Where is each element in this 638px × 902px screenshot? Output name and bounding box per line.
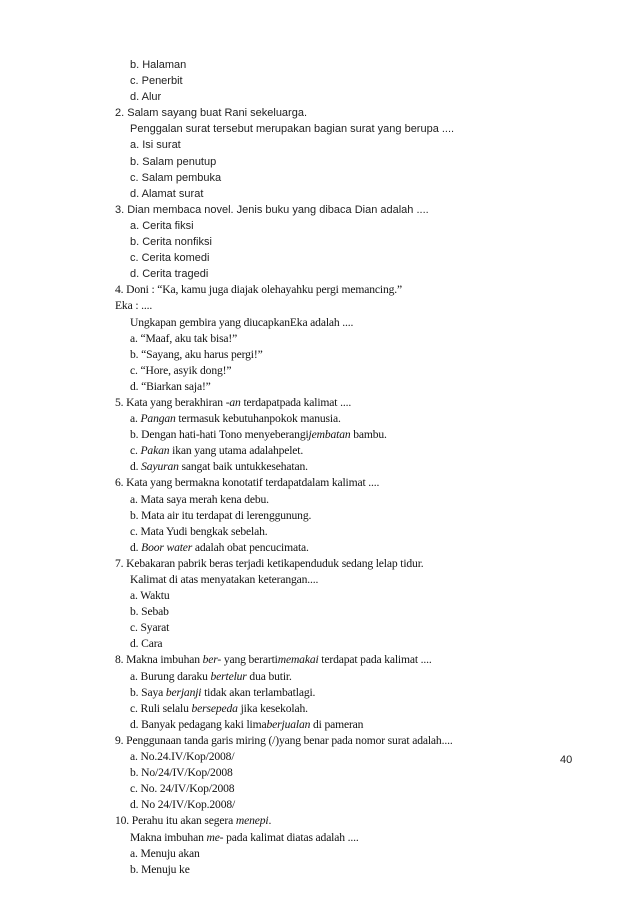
text-run: Penggalan surat tersebut merupakan bagian surat yang berupa ....: [130, 123, 455, 136]
text-run: b. “Sayang, aku harus pergi!”: [130, 347, 263, 361]
text-run: d. Banyak pedagang kaki lima: [130, 717, 267, 731]
text-run: a.: [130, 412, 141, 426]
text-run: b. Dengan hati-hati Tono menyeberangi: [130, 428, 309, 442]
text-line: [115, 427, 585, 443]
text-line: [115, 250, 585, 266]
text-run: 2. Salam sayang buat Rani sekeluarga.: [115, 107, 308, 120]
italic-text: bertelur: [210, 669, 247, 683]
text-line: [115, 813, 585, 829]
italic-text: Pangan: [140, 412, 176, 426]
page-number: 40: [560, 754, 573, 766]
text-line: [115, 749, 585, 765]
text-run: b. Saya: [130, 685, 166, 699]
text-run: b. Sebab: [130, 605, 169, 619]
text-run: a. Menuju akan: [130, 846, 200, 860]
text-line: [115, 298, 585, 314]
text-run: jika kesekolah.: [237, 701, 308, 715]
text-line: [115, 170, 585, 186]
text-line: [115, 846, 585, 862]
text-line: [115, 137, 585, 153]
text-run: 4. Doni : “Ka, kamu juga diajak olehayahku pergi memancing.”: [115, 283, 402, 297]
text-line: [115, 588, 585, 604]
text-run: dua butir.: [246, 669, 292, 683]
text-run: b. Cerita nonfiksi: [130, 236, 212, 249]
text-run: d. Alamat surat: [130, 187, 204, 200]
italic-text: Sayuran: [141, 460, 179, 474]
text-run: 5. Kata yang berakhiran: [115, 395, 226, 409]
text-run: termasuk kebutuhanpokok manusia.: [175, 412, 341, 426]
text-run: b. Salam penutup: [130, 155, 217, 168]
text-line: [115, 186, 585, 202]
text-run: Eka : ....: [115, 299, 153, 313]
text-run: terdapatpada kalimat ....: [240, 395, 352, 409]
text-line: [115, 669, 585, 685]
text-line: [115, 781, 585, 797]
text-line: [115, 105, 585, 121]
text-line: [115, 331, 585, 347]
text-line: [115, 540, 585, 556]
text-run: Ungkapan gembira yang diucapkanEka adalah ....: [130, 315, 354, 329]
text-run: 9. Penggunaan tanda garis miring (/)yang benar pada nomor surat adalah....: [115, 733, 453, 747]
text-line: [115, 830, 585, 846]
text-run: c. Syarat: [130, 621, 170, 635]
text-run: b. Halaman: [130, 59, 187, 71]
text-run: b. No/24/IV/Kop/2008: [130, 766, 233, 780]
text-run: a. Isi surat: [130, 139, 181, 152]
text-run: a. No.24.IV/Kop/2008/: [130, 750, 235, 764]
text-run: di pameran: [310, 717, 364, 731]
text-line: [115, 363, 585, 379]
text-run: 3. Dian membaca novel. Jenis buku yang dibaca Dian adalah ....: [115, 203, 429, 216]
text-run: d.: [130, 460, 142, 474]
text-line: [115, 862, 585, 878]
text-line: [115, 620, 585, 636]
text-run: Makna imbuhan: [130, 830, 207, 844]
text-line: [115, 797, 585, 813]
italic-text: Pakan: [140, 444, 170, 458]
text-run: a. Cerita fiksi: [130, 219, 194, 232]
text-line: [115, 508, 585, 524]
text-line: [115, 765, 585, 781]
text-run: Kalimat di atas menyatakan keterangan....: [130, 573, 319, 586]
text-run: c.: [130, 444, 141, 458]
text-run: 6. Kata yang bermakna konotatif terdapatdalam kalimat ....: [115, 476, 380, 490]
text-line: [115, 154, 585, 170]
text-run: adalah obat pencucimata.: [192, 540, 309, 554]
text-run: b. Mata air itu terdapat di lerenggunung.: [130, 508, 312, 522]
text-line: [115, 266, 585, 282]
text-run: c. “Hore, asyik dong!”: [130, 363, 232, 377]
text-line: [115, 395, 585, 411]
text-line: [115, 685, 585, 701]
text-run: ikan yang utama adalahpelet.: [169, 444, 304, 458]
text-run: a. “Maaf, aku tak bisa!”: [130, 331, 238, 345]
text-run: a. Waktu: [130, 589, 170, 603]
text-line: [115, 121, 585, 137]
text-run: c. Penerbit: [130, 75, 183, 88]
text-line: [115, 443, 585, 459]
text-line: [115, 379, 585, 395]
italic-text: ber-: [202, 653, 222, 667]
text-run: c. Mata Yudi bengkak sebelah.: [130, 524, 268, 538]
text-line: [115, 717, 585, 733]
text-run: tidak akan terlambatlagi.: [201, 685, 316, 699]
text-run: d. No 24/IV/Kop.2008/: [130, 798, 236, 812]
text-line: [115, 701, 585, 717]
text-run: bambu.: [350, 428, 387, 442]
text-run: b. Menuju ke: [130, 862, 190, 876]
text-line: [115, 524, 585, 540]
italic-text: -an: [225, 395, 241, 409]
text-run: sangat baik untukkesehatan.: [178, 460, 308, 474]
text-run: d. Cerita tragedi: [130, 268, 209, 281]
text-line: [115, 347, 585, 363]
text-line: [115, 57, 585, 73]
text-run: d. Alur: [130, 91, 162, 104]
text-line: [115, 202, 585, 218]
italic-text: berjanji: [165, 685, 202, 699]
text-line: [115, 475, 585, 491]
text-line: [115, 218, 585, 234]
text-run: 8. Makna imbuhan: [115, 653, 203, 667]
text-run: 10. Perahu itu akan segera: [115, 814, 236, 828]
italic-text: jembatan: [308, 428, 351, 442]
text-line: [115, 733, 585, 749]
italic-text: berjualan: [266, 717, 311, 731]
text-run: a. Burung daraku: [130, 669, 211, 683]
italic-text: Boor water: [141, 540, 193, 554]
text-run: d.: [130, 540, 142, 554]
italic-text: bersepeda: [191, 701, 238, 715]
text-line: [115, 89, 585, 105]
text-run: pada kalimat diatas adalah ....: [223, 830, 359, 844]
text-run: c. Cerita komedi: [130, 252, 210, 265]
text-line: [115, 315, 585, 331]
document-body: [115, 57, 585, 878]
text-line: [115, 636, 585, 652]
text-run: yang berarti: [221, 653, 278, 667]
italic-text: menepi: [235, 814, 269, 828]
text-line: [115, 73, 585, 89]
text-run: d. “Biarkan saja!”: [130, 379, 211, 393]
text-run: terdapat pada kalimat ....: [318, 653, 432, 667]
text-line: [115, 556, 585, 572]
text-line: [115, 234, 585, 250]
text-run: .: [268, 814, 272, 828]
italic-text: memakai: [277, 653, 319, 667]
italic-text: me-: [206, 830, 224, 844]
text-line: [115, 604, 585, 620]
text-line: [115, 459, 585, 475]
text-run: c. No. 24/IV/Kop/2008: [130, 782, 235, 796]
text-run: 7. Kebakaran pabrik beras terjadi ketikapenduduk sedang lelap tidur.: [115, 556, 424, 570]
text-line: [115, 652, 585, 668]
text-line: [115, 492, 585, 508]
text-run: a. Mata saya merah kena debu.: [130, 492, 269, 506]
text-run: d. Cara: [130, 637, 163, 651]
text-run: c. Salam pembuka: [130, 171, 222, 184]
text-run: c. Ruli selalu: [130, 701, 192, 715]
text-line: [115, 282, 585, 298]
text-line: [115, 411, 585, 427]
text-line: [115, 572, 585, 588]
